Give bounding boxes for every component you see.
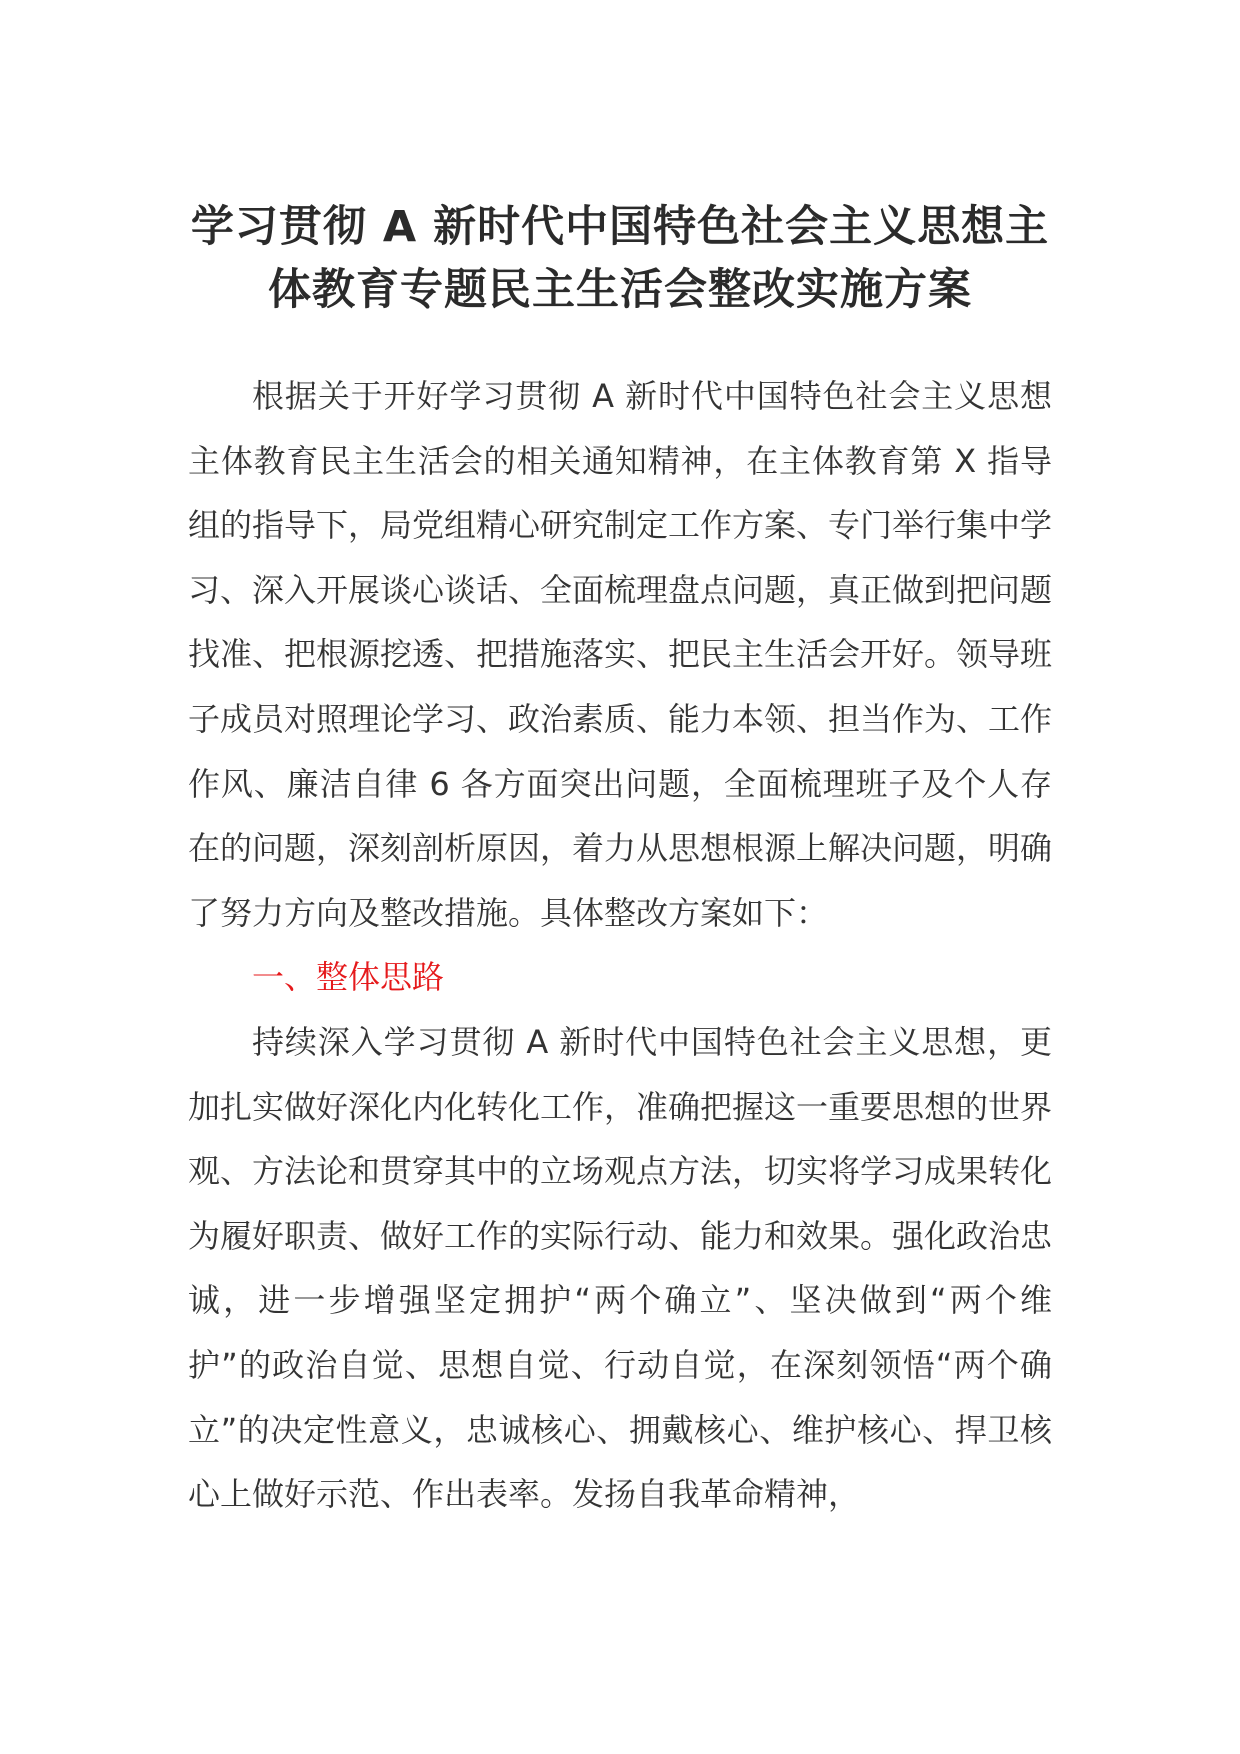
title-line-2: 体教育专题民主生活会整改实施方案: [268, 265, 972, 315]
section-heading-overall-approach: 一、整体思路: [252, 958, 445, 997]
title-line-1: 学习贯彻 A 新时代中国特色社会主义思想主: [190, 202, 1050, 252]
document-page: [188, 196, 1052, 1527]
document-title: [188, 196, 1052, 322]
overall-approach-paragraph: 持续深入学习贯彻 A 新时代中国特色社会主义思想，更加扎实做好深化内化转化工作，准确把握这一重要思想的世界观、方法论和贯穿其中的立场观点方法，切实将学习成果转化为履好职责、做好工作的实际行动、能力和效果。强化政治忠诚，进一步增强坚定拥护“两个确立”、坚决做到“两个维护”的政治自觉、思想自觉、行动自觉，在深刻领悟“两个确立”的决定性意义，忠诚核心、拥戴核心、维护核心、捍卫核心上做好示范、作出表率。发扬自我革命精神，: [188, 1022, 1053, 1514]
intro-paragraph: 根据关于开好学习贯彻 A 新时代中国特色社会主义思想主体教育民主生活会的相关通知精神，在主体教育第 X 指导组的指导下，局党组精心研究制定工作方案、专门举行集中学习、深入开展谈心谈话、全面梳理盘点问题，真正做到把问题找准、把根源挖透、把措施落实、把民主生活会开好。领导班子成员对照理论学习、政治素质、能力本领、担当作为、工作作风、廉洁自律 6 各方面突出问题，全面梳理班子及个人存在的问题，深刻剖析原因，着力从思想根源上解决问题，明确了努力方向及整改措施。具体整改方案如下：: [188, 377, 1053, 932]
document-body: [188, 364, 1052, 1527]
